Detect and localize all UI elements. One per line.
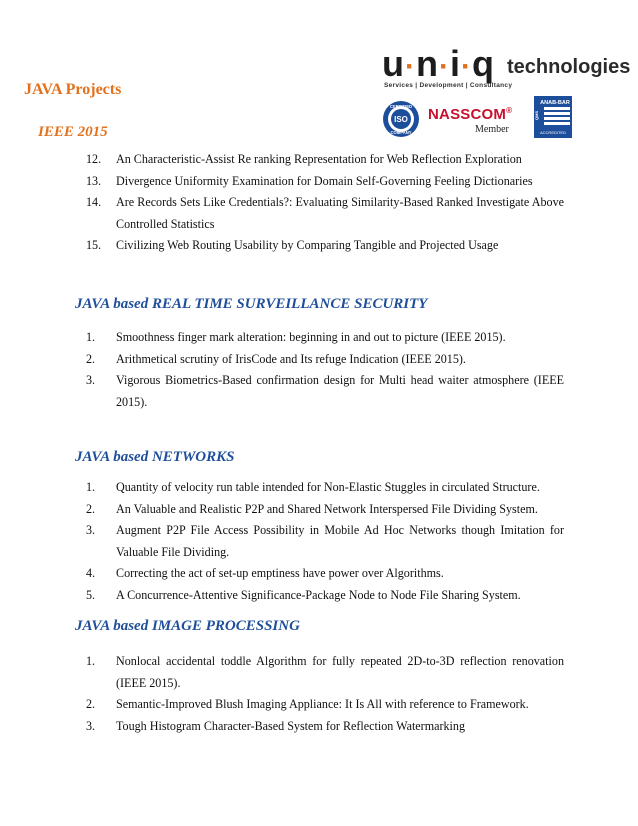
list-item bbox=[86, 563, 564, 585]
nasscom-logo: NASSCOM® bbox=[428, 106, 513, 123]
nasscom-member-label: Member bbox=[475, 124, 509, 135]
item-text: Quantity of velocity run table intended for Non-Elastic Stuggles in circulated Structure. bbox=[116, 480, 540, 494]
qms-top-text: ANAB-BAR bbox=[540, 100, 570, 106]
item-number: 12. bbox=[86, 152, 102, 166]
item-text: Vigorous Biometrics-Based confirmation design for Multi head waiter atmosphere (IEEE 2015). bbox=[116, 373, 564, 409]
brand-suffix: technologies bbox=[507, 56, 631, 78]
iso-bottom-text: COMPANY bbox=[390, 130, 412, 135]
qms-accredited-icon bbox=[534, 96, 572, 138]
item-number: 1. bbox=[86, 330, 96, 344]
surveillance-list bbox=[86, 327, 564, 413]
image-processing-heading: JAVA based IMAGE PROCESSING bbox=[75, 618, 300, 634]
list-item bbox=[86, 520, 564, 563]
company-logo bbox=[382, 43, 631, 142]
list-item bbox=[86, 585, 564, 607]
item-text: Tough Histogram Character-Based System for Reflection Watermarking bbox=[116, 718, 466, 733]
nasscom-registered-mark: ® bbox=[506, 106, 513, 115]
list-item bbox=[86, 499, 564, 521]
list-item bbox=[86, 235, 564, 257]
item-text: Are Records Sets Like Credentials?: Evaluating Similarity-Based Ranked Investigate Above Controlled Statistics bbox=[116, 195, 564, 231]
item-text: An Characteristic-Assist Re ranking Representation for Web Reflection Exploration bbox=[116, 152, 522, 166]
list-item bbox=[86, 716, 564, 738]
list-item bbox=[86, 349, 564, 371]
item-text: Civilizing Web Routing Usability by Comparing Tangible and Projected Usage bbox=[116, 238, 499, 252]
brand-wordmark: u·n·i·q bbox=[382, 43, 496, 84]
image-processing-list bbox=[86, 651, 564, 737]
page-title: JAVA Projects bbox=[24, 81, 122, 98]
ieee-heading: IEEE 2015 bbox=[38, 124, 108, 140]
item-number: 2. bbox=[86, 697, 96, 711]
iso-top-text: CERTIFIED bbox=[389, 104, 413, 109]
qms-side-text: QMS bbox=[534, 110, 539, 120]
qms-bottom-text: ACCREDITED bbox=[539, 130, 567, 135]
item-text: A Concurrence-Attentive Significance-Package Node to Node File Sharing System. bbox=[116, 587, 521, 602]
item-text: Augment P2P File Access Possibility in Mobile Ad Hoc Networks though Imitation for Valuable File Dividing. bbox=[116, 523, 564, 559]
item-number: 3. bbox=[86, 523, 96, 537]
item-number: 3. bbox=[86, 373, 96, 387]
list-item bbox=[86, 694, 564, 716]
item-number: 4. bbox=[86, 566, 96, 580]
brand-tagline: Services | Development | Consultancy bbox=[384, 82, 513, 89]
surveillance-heading: JAVA based REAL TIME SURVEILLANCE SECURITY bbox=[75, 296, 428, 312]
item-number: 14. bbox=[86, 195, 102, 209]
item-text: Divergence Uniformity Examination for Domain Self-Governing Feeling Dictionaries bbox=[116, 173, 533, 188]
item-text: An Valuable and Realistic P2P and Shared Network Interspersed File Dividing System. bbox=[116, 501, 538, 516]
item-number: 13. bbox=[86, 173, 102, 188]
ieee-list bbox=[86, 149, 564, 257]
list-item bbox=[86, 477, 564, 499]
list-item bbox=[86, 651, 564, 694]
item-number: 1. bbox=[86, 480, 96, 494]
item-number: 5. bbox=[86, 587, 96, 602]
item-number: 2. bbox=[86, 351, 96, 366]
iso-center-text: ISO bbox=[394, 115, 408, 124]
list-item bbox=[86, 192, 564, 235]
networks-list bbox=[86, 477, 564, 606]
item-text: Arithmetical scrutiny of IrisCode and Its refuge Indication (IEEE 2015). bbox=[116, 351, 466, 366]
item-text: Semantic-Improved Blush Imaging Appliance: It Is All with reference to Framework. bbox=[116, 697, 529, 711]
networks-heading: JAVA based NETWORKS bbox=[75, 449, 235, 465]
iso-certified-icon bbox=[382, 100, 420, 138]
item-text: Nonlocal accidental toddle Algorithm for fully repeated 2D-to-3D reflection renovation (IEEE 2015). bbox=[116, 654, 564, 690]
item-text: Correcting the act of set-up emptiness have power over Algorithms. bbox=[116, 566, 444, 580]
list-item bbox=[86, 327, 564, 349]
item-number: 1. bbox=[86, 654, 96, 668]
list-item bbox=[86, 149, 564, 171]
item-number: 3. bbox=[86, 718, 96, 733]
list-item bbox=[86, 370, 564, 413]
list-item bbox=[86, 171, 564, 193]
item-number: 2. bbox=[86, 501, 96, 516]
item-text: Smoothness finger mark alteration: beginning in and out to picture (IEEE 2015). bbox=[116, 330, 506, 344]
item-number: 15. bbox=[86, 238, 102, 252]
